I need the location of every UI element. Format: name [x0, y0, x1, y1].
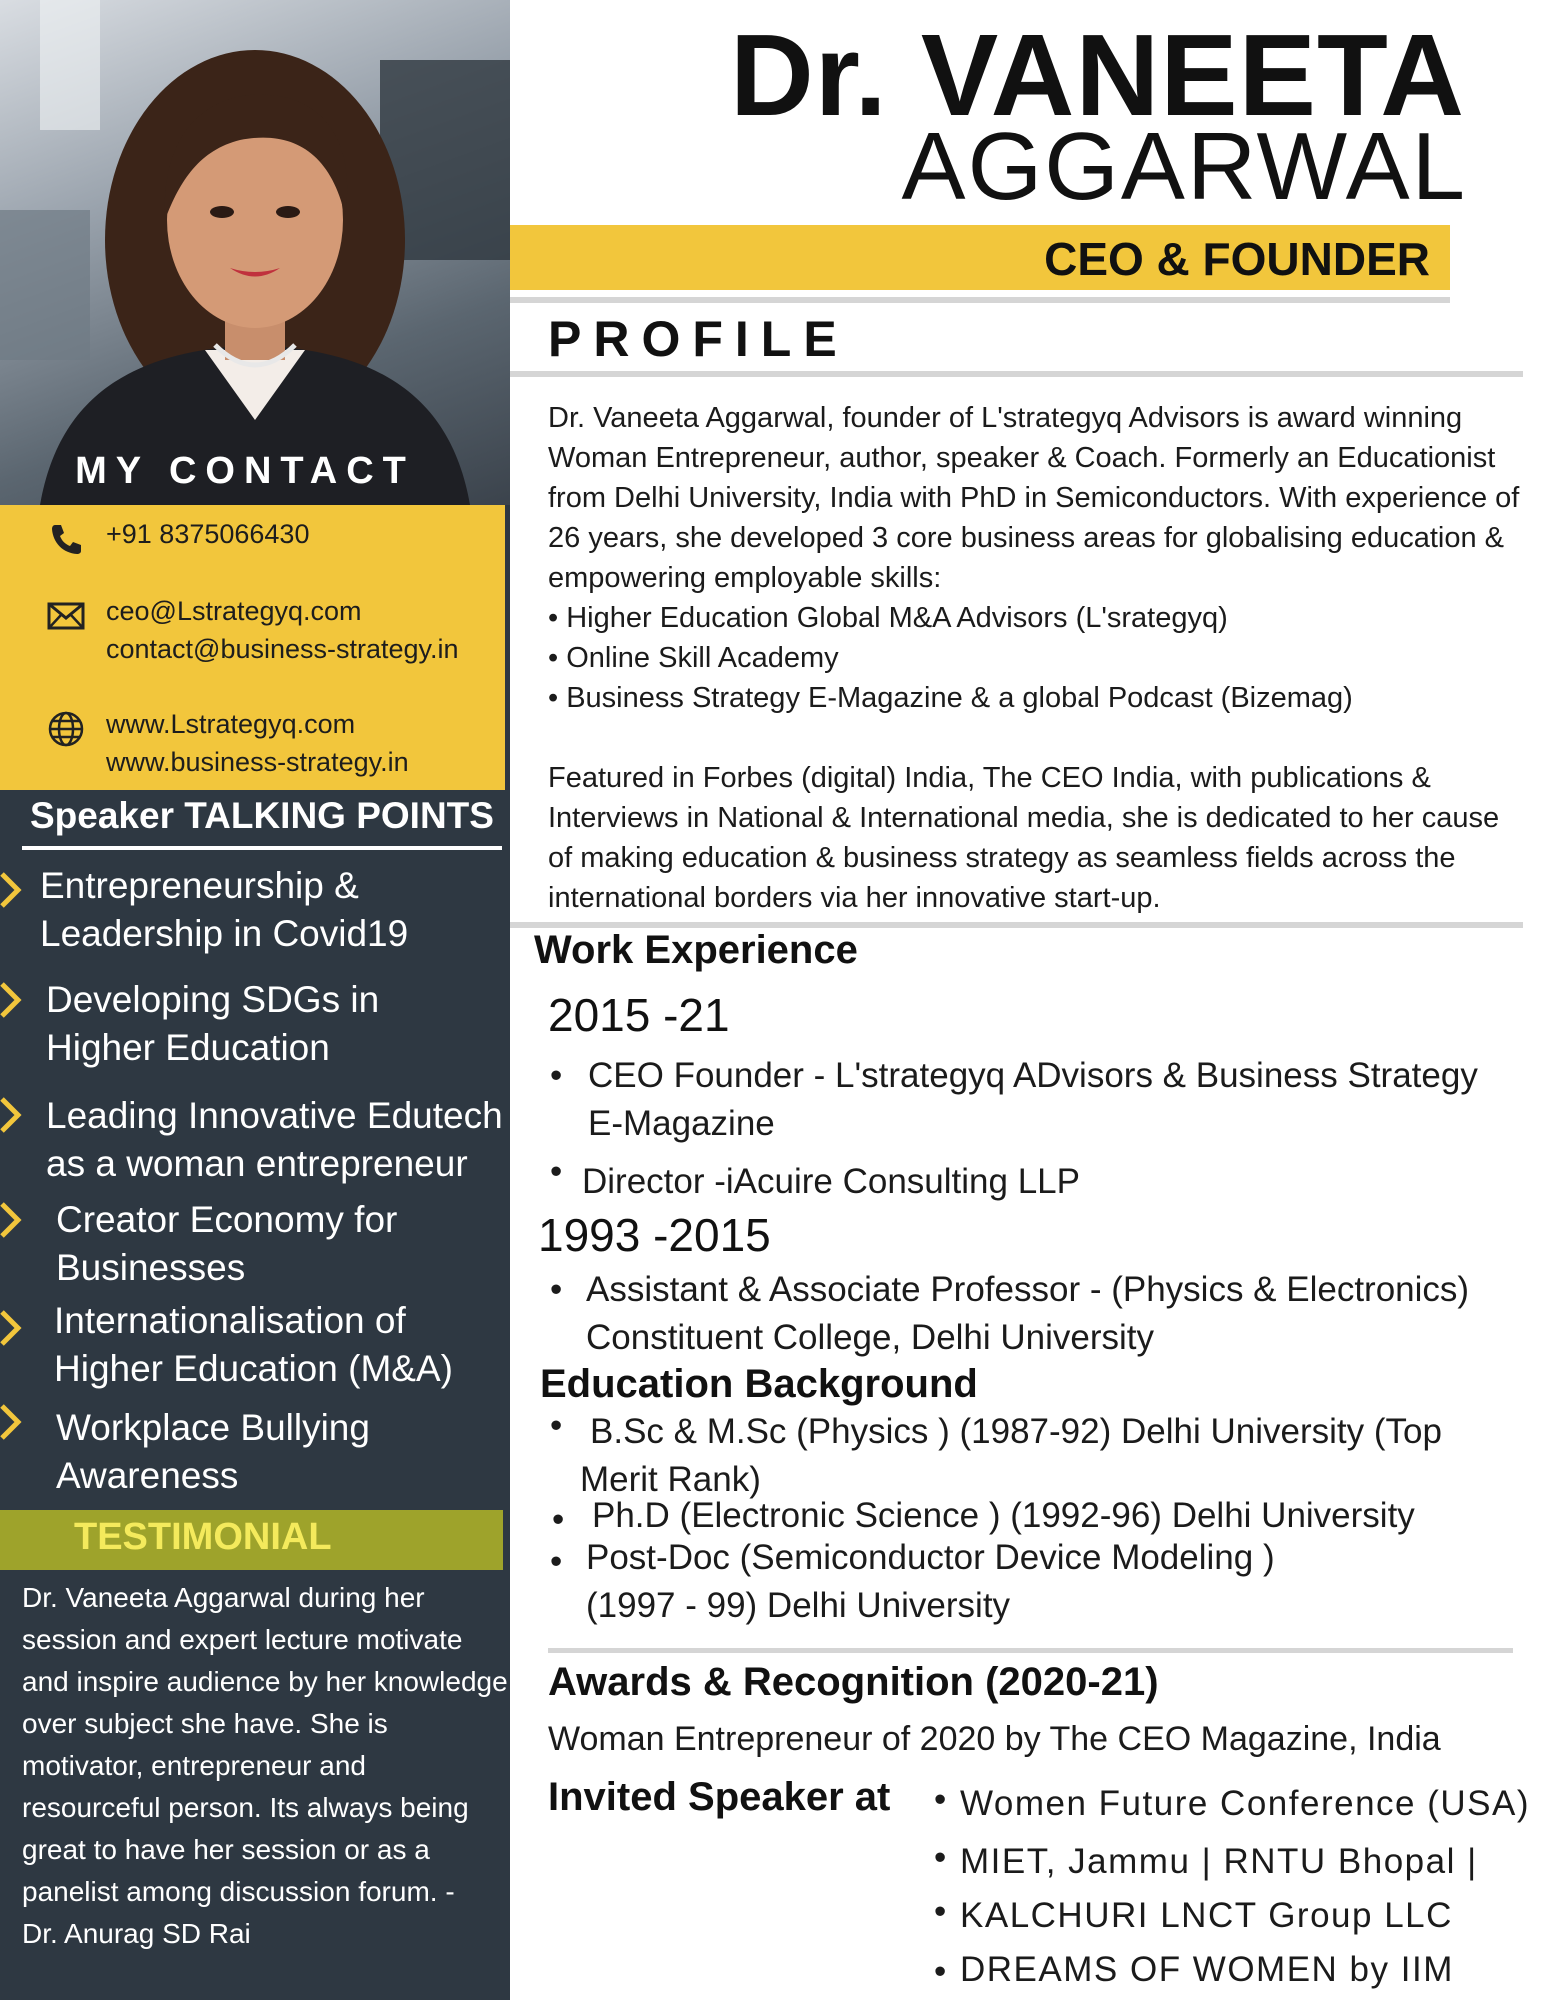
talking-point: Creator Economy for Businesses [56, 1199, 398, 1288]
website-secondary[interactable]: www.business-strategy.in [106, 747, 409, 777]
awards-divider [548, 1648, 1513, 1653]
contact-web[interactable] [46, 705, 409, 781]
work-period-2: 1993 -2015 [538, 1209, 771, 1261]
invited-item: • Women Future Conference (USA) [934, 1780, 1531, 1823]
mail-icon [46, 596, 86, 636]
talking-point: Leading Innovative Edutech as a woman entrepreneur [46, 1095, 503, 1184]
portrait-illustration [0, 0, 510, 505]
education-heading: Education Background [540, 1362, 978, 1406]
globe-icon [46, 709, 86, 749]
talking-point: Developing SDGs in Higher Education [46, 979, 380, 1068]
chevron-right-icon [0, 1095, 22, 1135]
contact-phone[interactable] [46, 515, 309, 559]
education-item: • Post-Doc (Semiconductor Device Modeling ) (1997 - 99) Delhi University [550, 1538, 1275, 1625]
testimonial-text: Dr. Vaneeta Aggarwal during her session and expert lecture motivate and inspire audience by her knowledge over subject she have. She is motivator, entrepreneur and resourceful person. Its always being great to have her session or as a panelist among discussion forum. - Dr. Anurag SD Rai [22, 1582, 508, 1949]
education-item: • B.Sc & M.Sc (Physics ) (1987-92) Delhi University (Top Merit Rank) [550, 1406, 1442, 1499]
work-item: • Director -iAcuire Consulting LLP [550, 1152, 1080, 1201]
contact-title: MY CONTACT [75, 450, 415, 492]
phone-number[interactable]: +91 8375066430 [106, 519, 310, 549]
profile-body: Dr. Vaneeta Aggarwal, founder of L'strategyq Advisors is award winning Woman Entrepreneur, author, speaker & Coach. Formerly an Educationist from Delhi University, India with PhD in Semiconductors. With experience of 26 years, she developed 3 core business areas for globalising education & empowering employable skills: • Higher Education Global M&A Advisors (L'srategyq) • Online Skill Academy • Business Strategy E-Magazine & a global Podcast (Bizemag) Featured in Forbes (digital) India, The CEO India, with publications & Interviews in National & International media, she is dedicated to her cause of making education & business strategy as seamless fields across the international borders via her innovative start-up. [548, 402, 1520, 914]
name-last: AGGARWAL [901, 113, 1467, 220]
email-secondary[interactable]: contact@business-strategy.in [106, 634, 459, 664]
chevron-right-icon [0, 980, 22, 1020]
invited-heading: Invited Speaker at [548, 1775, 891, 1819]
chevron-right-icon [0, 1200, 22, 1240]
education-item: • Ph.D (Electronic Science ) (1992-96) Delhi University [552, 1496, 1415, 1539]
talking-point: Internationalisation of Higher Education (M&A) [54, 1300, 453, 1389]
awards-heading: Awards & Recognition (2020-21) [548, 1660, 1159, 1704]
invited-item: • DREAMS OF WOMEN by IIM [934, 1950, 1454, 1991]
role-title: CEO & FOUNDER [1044, 233, 1430, 285]
profile-heading: PROFILE [548, 311, 849, 367]
chevron-right-icon [0, 1308, 22, 1348]
role-underline [510, 297, 1450, 303]
talking-points-heading: Speaker TALKING POINTS [30, 795, 494, 836]
talking-point: Workplace Bullying Awareness [56, 1407, 370, 1496]
award-item: Woman Entrepreneur of 2020 by The CEO Magazine, India [548, 1720, 1441, 1758]
contact-email[interactable] [46, 592, 459, 668]
invited-item: • KALCHURI LNCT Group LLC [934, 1892, 1453, 1935]
profile-photo [0, 0, 510, 505]
name-first: Dr. VANEETA [729, 10, 1465, 140]
work-heading: Work Experience [534, 928, 858, 972]
testimonial-title: TESTIMONIAL [74, 1516, 332, 1558]
profile-divider [510, 371, 1523, 377]
email-primary[interactable]: ceo@Lstrategyq.com [106, 596, 362, 626]
talking-points-divider [22, 846, 502, 850]
work-period-1: 2015 -21 [548, 989, 730, 1041]
website-primary[interactable]: www.Lstrategyq.com [106, 709, 356, 739]
chevron-right-icon [0, 870, 22, 910]
talking-point: Entrepreneurship & Leadership in Covid19 [40, 865, 409, 954]
invited-item: • MIET, Jammu | RNTU Bhopal | [934, 1838, 1478, 1881]
chevron-right-icon [0, 1402, 22, 1442]
work-item: • CEO Founder - L'strategyq ADvisors & Business Strategy E-Magazine [550, 1056, 1478, 1143]
work-item: • Assistant & Associate Professor - (Physics & Electronics) Constituent College, Delhi University [550, 1270, 1470, 1357]
phone-icon [46, 519, 86, 559]
